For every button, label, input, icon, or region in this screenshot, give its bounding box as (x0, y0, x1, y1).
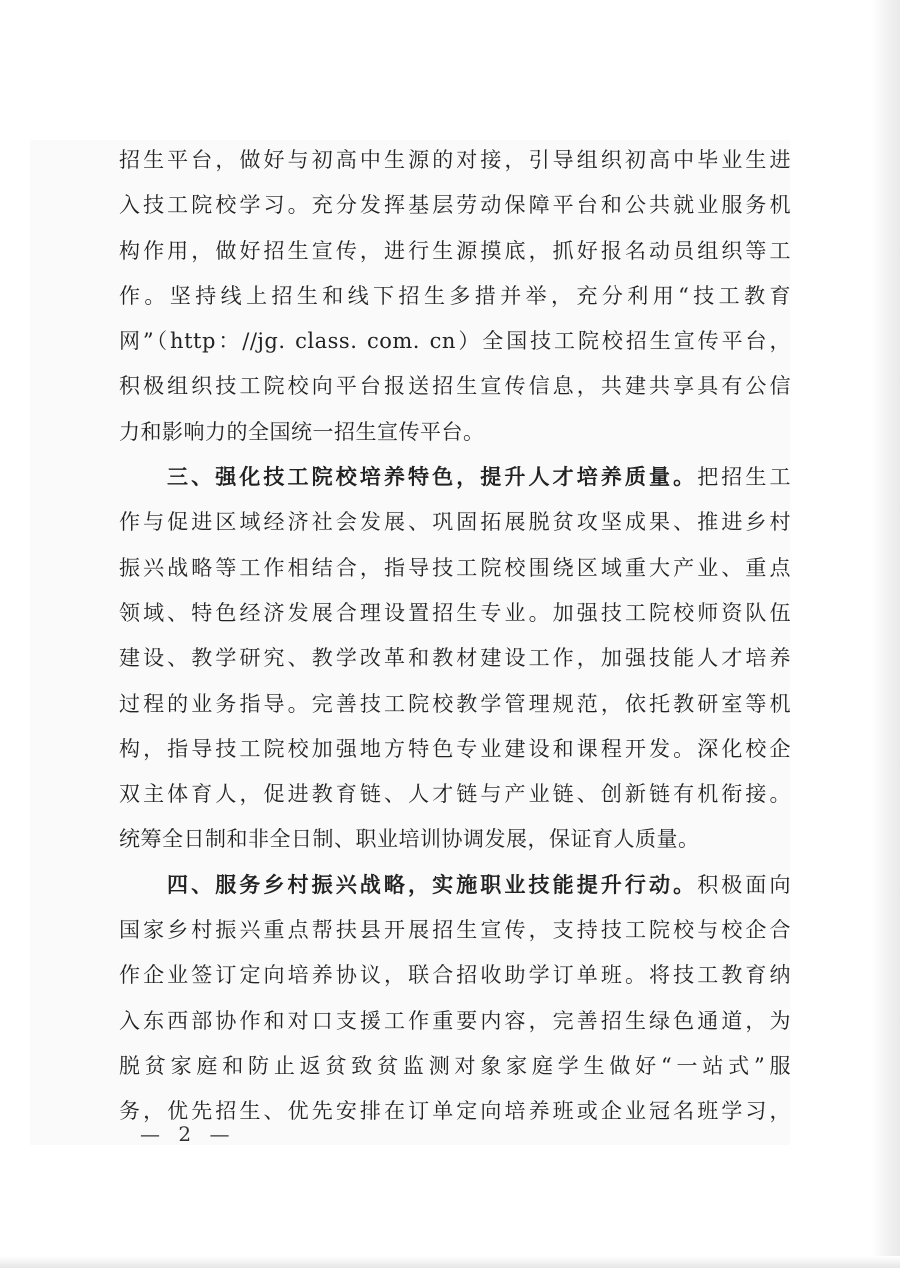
section-3-line: 双主体育人，促进教育链、人才链与产业链、创新链有机衔接。 (119, 782, 791, 807)
section-3-line: 过程的业务指导。完善技工院校教学管理规范，依托教研室等机 (119, 691, 791, 716)
section-4-heading: 四、服务乡村振兴战略，实施职业技能提升行动。 (167, 872, 698, 897)
section-4-first-line-text: 积极面向 (697, 872, 791, 897)
page-number: — 2 — (140, 1122, 236, 1146)
body-line-1: 招生平台，做好与初高中生源的对接，引导组织初高中毕业生进 (119, 148, 791, 172)
section-3-first-line (119, 455, 791, 500)
section-4-line: 国家乡村振兴重点帮扶县开展招生宣传，支持技工院校与校企合 (119, 918, 791, 943)
section-3-line: 构，指导技工院校加强地方特色专业建设和课程开发。深化校企 (119, 736, 791, 761)
page-edge-shadow (872, 0, 900, 1268)
body-line-5: 网”（http：//jg. class. com. cn）全国技工院校招生宣传平台， (119, 329, 791, 354)
section-4-line: 务，优先招生、优先安排在订单定向培养班或企业冠名班学习， (119, 1099, 791, 1124)
section-3-line: 建设、教学研究、教学改革和教材建设工作，加强技能人才培养 (119, 646, 791, 671)
section-3-line: 振兴战略等工作相结合，指导技工院校围绕区域重大产业、重点 (119, 555, 791, 580)
page-bottom-shadow (0, 1256, 900, 1268)
body-line-7: 力和影响力的全国统一招生宣传平台。 (119, 419, 485, 444)
section-4-line: 作企业签订定向培养协议，联合招收助学订单班。将技工教育纳 (119, 963, 791, 988)
section-4-line: 脱贫家庭和防止返贫致贫监测对象家庭学生做好“一站式”服 (119, 1053, 791, 1078)
body-line-2: 入技工院校学习。充分发挥基层劳动保障平台和公共就业服务机 (119, 193, 791, 218)
section-3-line: 统筹全日制和非全日制、职业培训协调发展，保证育人质量。 (119, 827, 700, 852)
body-line-3: 构作用，做好招生宣传，进行生源摸底，抓好报名动员组织等工 (119, 238, 791, 263)
section-3-line: 作与促进区域经济社会发展、巩固拓展脱贫攻坚成果、推进乡村 (119, 510, 791, 535)
section-4-first-line (119, 863, 791, 908)
document-body (119, 138, 791, 1135)
body-line-6: 积极组织技工院校向平台报送招生宣传信息，共建共享具有公信 (119, 374, 791, 399)
section-3-first-line-text: 把招生工 (697, 465, 791, 490)
section-3-heading: 三、强化技工院校培养特色，提升人才培养质量。 (167, 465, 698, 490)
body-line-4: 作。坚持线上招生和线下招生多措并举，充分利用“技工教育 (119, 283, 791, 308)
section-4-line: 入东西部协作和对口支援工作重要内容，完善招生绿色通道，为 (119, 1008, 791, 1033)
section-3-line: 领域、特色经济发展合理设置招生专业。加强技工院校师资队伍 (119, 600, 791, 625)
